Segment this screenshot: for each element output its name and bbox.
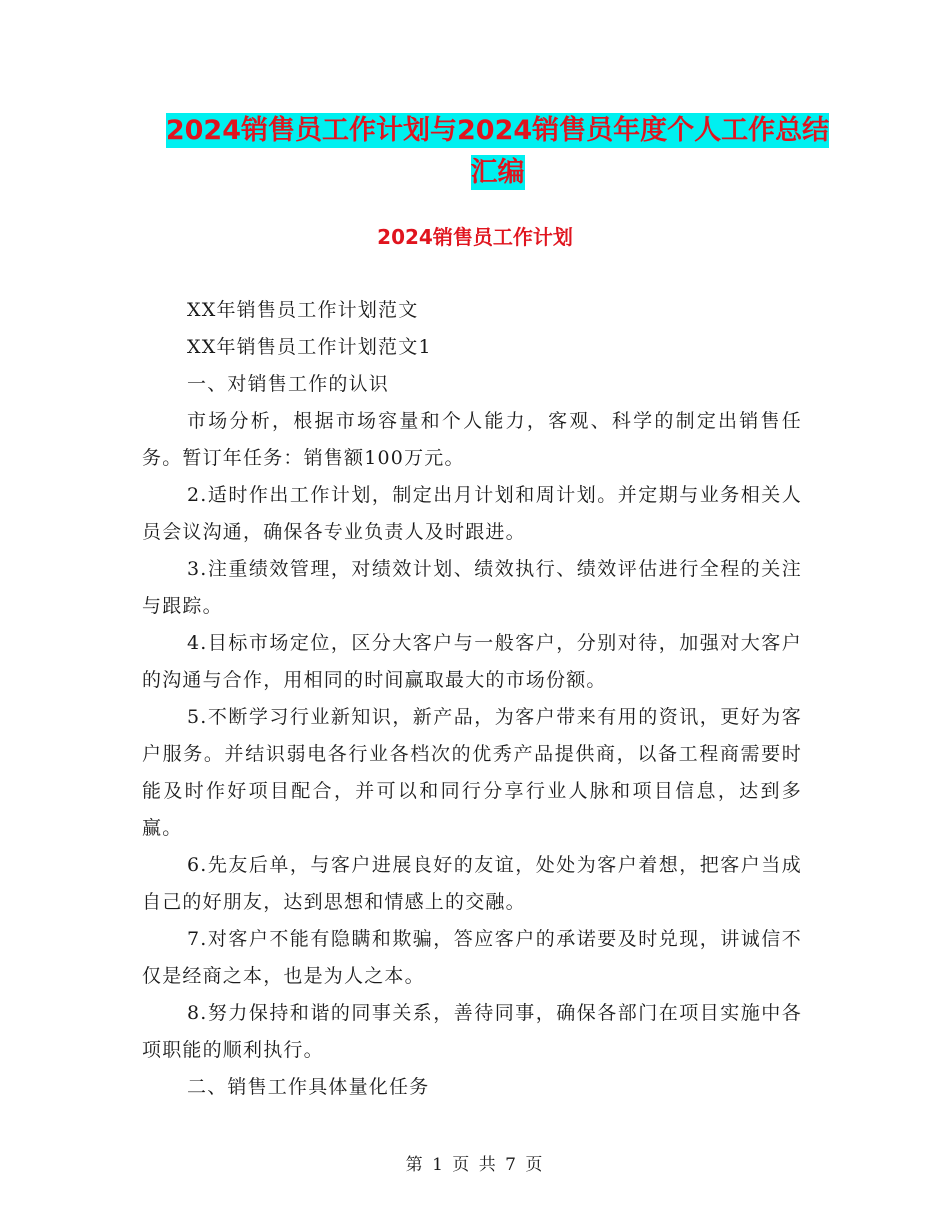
paragraph: 2.适时作出工作计划，制定出月计划和周计划。并定期与业务相关人员会议沟通，确保各专业负责人及时跟进。 <box>142 484 802 543</box>
document-title-line-2: 汇编 <box>470 157 525 188</box>
paragraph: 市场分析，根据市场容量和个人能力，客观、科学的制定出销售任务。暂订年任务：销售额100万元。 <box>142 410 802 469</box>
document-title <box>140 110 855 194</box>
paragraph: 3.注重绩效管理，对绩效计划、绩效执行、绩效评估进行全程的关注与跟踪。 <box>142 558 802 617</box>
paragraph: 8.努力保持和谐的同事关系，善待同事，确保各部门在项目实施中各项职能的顺利执行。 <box>142 1002 802 1061</box>
paragraph: 一、对销售工作的认识 <box>187 373 390 395</box>
section-title: 2024销售员工作计划 <box>377 225 573 249</box>
page-number-footer: 第 1 页 共 7 页 <box>405 1155 545 1175</box>
paragraph: 4.目标市场定位，区分大客户与一般客户，分别对待，加强对大客户的沟通与合作，用相同的时间赢取最大的市场份额。 <box>142 632 802 691</box>
document-body <box>142 292 802 1106</box>
paragraph: XX年销售员工作计划范文 <box>187 299 419 321</box>
paragraph: 7.对客户不能有隐瞒和欺骗，答应客户的承诺要及时兑现，讲诚信不仅是经商之本，也是为人之本。 <box>142 928 802 987</box>
paragraph: XX年销售员工作计划范文1 <box>187 336 432 358</box>
paragraph: 5.不断学习行业新知识，新产品，为客户带来有用的资讯，更好为客户服务。并结识弱电各行业各档次的优秀产品提供商，以备工程商需要时能及时作好项目配合，并可以和同行分享行业人脉和项目信息，达到多赢。 <box>142 706 802 839</box>
document-title-line-1: 2024销售员工作计划与2024销售员年度个人工作总结 <box>165 115 830 146</box>
paragraph: 二、销售工作具体量化任务 <box>187 1076 430 1098</box>
paragraph: 6.先友后单，与客户进展良好的友谊，处处为客户着想，把客户当成自己的好朋友，达到思想和情感上的交融。 <box>142 854 802 913</box>
